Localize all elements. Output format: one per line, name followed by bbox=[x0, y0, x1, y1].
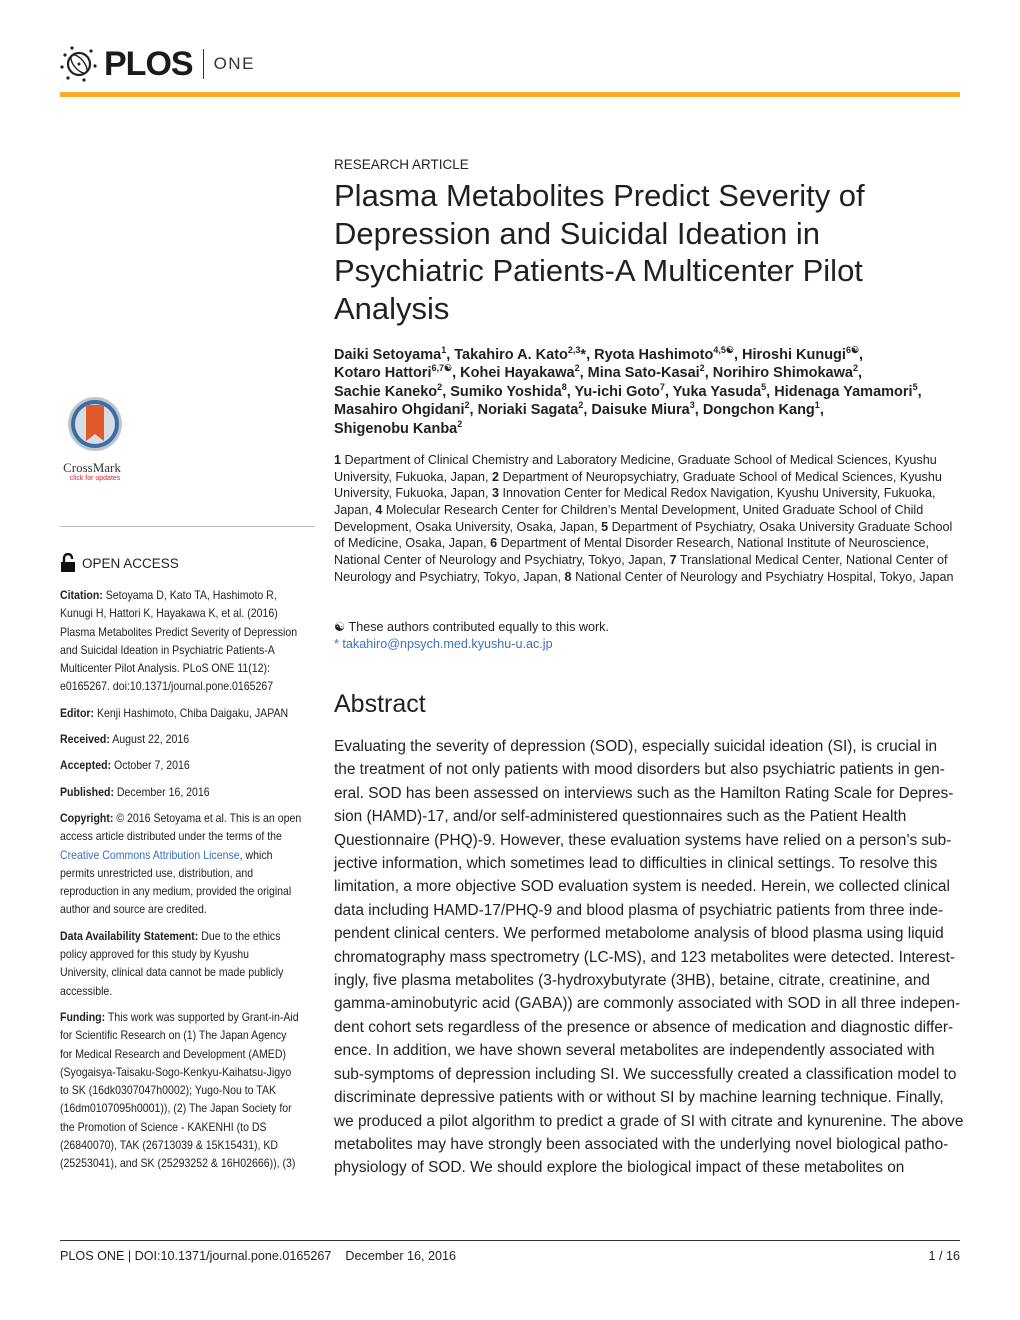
abstract-line: we produced a pilot algorithm to predict a grade of SI with citrate and kynurenine. The above bbox=[334, 1112, 964, 1130]
abstract-line: limitation, a more objective SOD evaluation system is needed. Herein, we collected clinical bbox=[334, 878, 950, 896]
author-name: Noriaki Sagata bbox=[477, 402, 579, 419]
header-accent-bar bbox=[60, 92, 960, 97]
abstract-line: pendent clinical centers. We performed metabolome analysis of blood plasma using liquid bbox=[334, 925, 944, 943]
equal-contribution-note: ☯ These authors contributed equally to this work. bbox=[334, 620, 609, 634]
info-line bbox=[60, 623, 315, 641]
info-label: Received: bbox=[60, 732, 110, 747]
info-text: (26840070), TAK (26713039 & 15K15431), KD bbox=[60, 1138, 279, 1153]
info-text: access article distributed under the terms of the bbox=[60, 829, 282, 844]
info-line bbox=[60, 586, 315, 604]
info-line bbox=[60, 945, 315, 963]
corresponding-mark: * bbox=[334, 636, 339, 651]
info-line bbox=[60, 827, 315, 845]
info-text: reproduction in any medium, provided the original bbox=[60, 884, 292, 899]
info-line bbox=[60, 927, 315, 945]
footer-date: December 16, 2016 bbox=[345, 1249, 457, 1263]
author-name: Ryota Hashimoto bbox=[594, 347, 714, 363]
info-text: (16dm0107095h0001)), (2) The Japan Society for bbox=[60, 1101, 292, 1116]
info-line bbox=[60, 677, 315, 695]
info-text: University, clinical data cannot be made publicly bbox=[60, 965, 284, 980]
abstract-line: the treatment of not only patients with mood disorders but also psychiatric patients in gen- bbox=[334, 761, 945, 779]
sidebar-divider bbox=[60, 526, 315, 527]
info-block bbox=[60, 586, 315, 696]
author-affiliation-number: 6☯ bbox=[845, 345, 860, 356]
affiliation-text: Department of Neuropsychiatry, Graduate School of Medical Sciences, Kyushu University, Fukuoka, Japan, bbox=[334, 469, 942, 501]
info-text: accessible. bbox=[60, 983, 113, 998]
author-name: Hiroshi Kunugi bbox=[742, 347, 846, 363]
author-name: Yu-ichi Goto bbox=[574, 383, 660, 400]
info-text: , which bbox=[239, 847, 273, 862]
info-text: and Suicidal Ideation in Psychiatric Patients-A bbox=[60, 642, 275, 657]
logo-subtext: ONE bbox=[213, 54, 255, 73]
info-line bbox=[60, 1118, 315, 1136]
info-text: e0165267. doi:10.1371/journal.pone.0165267 bbox=[60, 679, 274, 694]
author-name: Kohei Hayakawa bbox=[460, 365, 575, 382]
info-text: permits unrestricted use, distribution, and bbox=[60, 865, 254, 880]
info-text: Kunugi H, Hattori K, Hayakawa K, et al. (2016) bbox=[60, 606, 278, 621]
author-name: Daiki Setoyama bbox=[334, 347, 442, 363]
author-affiliation-number: 4,5☯ bbox=[713, 345, 734, 356]
info-line bbox=[60, 882, 315, 900]
title-line: Analysis bbox=[334, 290, 450, 326]
info-block bbox=[60, 704, 315, 722]
author-affiliation-number: 2 bbox=[699, 363, 705, 374]
info-text: Setoyama D, Kato TA, Hashimoto R, bbox=[105, 588, 277, 602]
info-block bbox=[60, 809, 315, 919]
affiliations bbox=[334, 452, 959, 585]
info-line bbox=[60, 900, 315, 918]
page-number: 1 / 16 bbox=[928, 1249, 960, 1263]
abstract-line: Questionnaire (PHQ)-9. However, these evaluation systems have relied on a person’s sub- bbox=[334, 831, 952, 849]
abstract-line: chromatography mass spectrometry (LC-MS), and 123 metabolites were detected. Interest- bbox=[334, 948, 956, 966]
affiliation-text: Molecular Research Center for Children’s Mental Development, United Graduate School of Child Development, Osaka University, Osaka, Japan, bbox=[334, 502, 924, 534]
info-text: for Medical Research and Development (AMED) bbox=[60, 1046, 286, 1061]
info-text: (Syogaisya-Taisaku-Sogo-Kenkyu-Kaihatsu-Jigyo bbox=[60, 1064, 292, 1079]
affiliation-text: National Center of Neurology and Psychiatry Hospital, Tokyo, Japan bbox=[575, 569, 954, 584]
abstract-line: physiology of SOD. We should explore the biological impact of these metabolites on bbox=[334, 1159, 905, 1177]
abstract-line: discriminate depressive patients with or without SI by machine learning technique. Finally, bbox=[334, 1089, 944, 1107]
crossmark-sublabel: click for updates bbox=[69, 475, 121, 482]
abstract-line: jective information, which sometimes lead to difficulties in clinical settings. To resolve this bbox=[334, 855, 938, 873]
open-lock-icon bbox=[60, 553, 76, 573]
title-line: Plasma Metabolites Predict Severity of bbox=[334, 178, 865, 213]
info-line bbox=[60, 659, 315, 677]
author-name: Masahiro Ohgidani bbox=[334, 402, 465, 419]
abstract-line: metabolites may have strongly been associated with the underlying novel biological patho- bbox=[334, 1135, 949, 1153]
footer-divider bbox=[60, 1240, 960, 1241]
title-line: Psychiatric Patients-A Multicenter Pilot bbox=[334, 253, 863, 288]
info-text: policy approved for this study by Kyushu bbox=[60, 947, 250, 962]
affiliation-number: 3 bbox=[491, 486, 499, 501]
info-line bbox=[60, 1099, 315, 1117]
author-affiliation-number: 2 bbox=[437, 381, 443, 392]
info-line bbox=[60, 730, 315, 748]
info-line bbox=[60, 1045, 315, 1063]
affiliation-number: 1 bbox=[334, 453, 342, 467]
info-block bbox=[60, 1008, 315, 1173]
author-name: Dongchon Kang bbox=[702, 402, 815, 419]
info-label: Published: bbox=[60, 784, 114, 799]
author-list: Daiki Setoyama$^1$, Takahiro A. Kato$^{2,3}$*, Ryota Hashimoto$^{4,5☯}$, Hiroshi Kunugi$^{6☯}$, Kotaro Hattori$^{6,7☯}$, Kohei Hayakawa$^2$, Mina Sato-Kasai$^2$, Norihiro Shimokawa$^2$, Sachie Kaneko$^2$, Sumiko Yoshida$^8$, Yu-ichi Goto$^7$, Yuka Yasuda$^5$, Hidenaga Yamamori$^5$, Masahiro Ohgidani$^2$, Noriaki Sagata$^2$, Daisuke Miura$^3$, Dongchon Kang$^1$, Shigenobu Kanba$^2$ bbox=[334, 345, 922, 437]
corresponding-author-mark: * bbox=[580, 347, 587, 363]
info-text: Multicenter Pilot Analysis. PLoS ONE 11(12): bbox=[60, 661, 270, 676]
abstract-body bbox=[334, 735, 963, 1180]
crossmark-label: CrossMark bbox=[63, 460, 121, 475]
affiliation-number: 8 bbox=[564, 569, 572, 584]
plos-globe-icon bbox=[60, 45, 98, 83]
plos-one-logo[interactable] bbox=[60, 44, 255, 84]
affiliation-number: 4 bbox=[375, 502, 383, 517]
author-affiliation-number: 2 bbox=[578, 400, 584, 411]
info-line bbox=[60, 1008, 315, 1026]
info-label: Accepted: bbox=[60, 758, 112, 773]
affiliation-number: 7 bbox=[669, 552, 677, 567]
page-footer bbox=[60, 1249, 960, 1263]
info-line bbox=[60, 704, 315, 722]
author-affiliation-number: 3 bbox=[689, 400, 695, 411]
logo-text: PLOS bbox=[104, 44, 193, 83]
abstract-line: dent cohort sets regardless of the presence or absence of medication and diagnostic differ- bbox=[334, 1018, 954, 1036]
corresponding-email-link[interactable]: takahiro@npsych.med.kyushu-u.ac.jp bbox=[342, 636, 553, 651]
author-name: Hidenaga Yamamori bbox=[774, 383, 913, 400]
affiliation-text: Department of Psychiatry, Osaka University Graduate School of Medicine, Osaka, Japan, bbox=[334, 519, 953, 551]
info-label: Editor: bbox=[60, 705, 95, 720]
open-access-badge bbox=[60, 553, 179, 573]
info-text: the Promotion of Science - KAKENHI (to DS bbox=[60, 1119, 267, 1134]
affiliation-number: 2 bbox=[491, 469, 499, 484]
author-affiliation-number: 5 bbox=[761, 381, 767, 392]
info-label: Citation: bbox=[60, 588, 103, 602]
info-label: Funding: bbox=[60, 1009, 106, 1024]
abstract-line: eral. SOD has been assessed on interviews such as the Hamilton Rating Scale for Depres- bbox=[334, 784, 954, 802]
info-text: author and source are credited. bbox=[60, 902, 207, 917]
info-block bbox=[60, 730, 315, 748]
affiliation-text: Translational Medical Center, National Center of Neurology and Psychiatry, Tokyo, Japan, bbox=[334, 552, 948, 584]
info-text: This work was supported by Grant-in-Aid bbox=[107, 1009, 299, 1024]
info-block bbox=[60, 783, 315, 801]
info-text: Due to the ethics bbox=[201, 928, 281, 943]
author-name: Takahiro A. Kato bbox=[454, 347, 568, 363]
author-affiliation-number: 6,7☯ bbox=[431, 363, 453, 374]
affiliation-number: 5 bbox=[601, 519, 609, 534]
info-text: to SK (16dk0307047h0002); Yugo-Nou to TAK bbox=[60, 1083, 277, 1098]
author-affiliation-number: 2,3 bbox=[567, 345, 581, 356]
info-line bbox=[60, 1026, 315, 1044]
footer-journal-doi: PLOS ONE | DOI:10.1371/journal.pone.0165267 bbox=[60, 1249, 332, 1263]
info-text: October 7, 2016 bbox=[113, 758, 190, 773]
abstract-line: Evaluating the severity of depression (SOD), especially suicidal ideation (SI), is crucial in bbox=[334, 738, 938, 755]
info-line bbox=[60, 783, 315, 801]
abstract-line: data including HAMD-17/PHQ-9 and blood plasma of psychiatric patients from three inde- bbox=[334, 901, 944, 919]
article-info-sidebar bbox=[60, 586, 315, 1181]
crossmark-badge[interactable] bbox=[62, 395, 128, 482]
author-affiliation-number: 2 bbox=[574, 363, 580, 374]
abstract-line: ingly, five plasma metabolites (3-hydroxybutyrate (3HB), betaine, citrate, creatinine, and bbox=[334, 972, 930, 990]
info-text: August 22, 2016 bbox=[112, 732, 190, 747]
info-label: Copyright: bbox=[60, 810, 114, 825]
affiliation-text: Department of Mental Disorder Research, National Institute of Neuroscience, National Center of Neurology and Psychiatry, Tokyo, Japan, bbox=[334, 536, 930, 567]
affiliation-text: Department of Clinical Chemistry and Laboratory Medicine, Graduate School of Medical Sciences, Kyushu University, Fukuoka, Japan, bbox=[334, 453, 937, 484]
info-line bbox=[60, 1136, 315, 1154]
article-title bbox=[334, 177, 974, 327]
affiliation-text: Innovation Center for Medical Redox Navigation, Kyushu University, Fukuoka, Japan, bbox=[334, 486, 936, 517]
info-line bbox=[60, 1154, 315, 1172]
article-type: RESEARCH ARTICLE bbox=[334, 157, 469, 172]
author-affiliation-number: 1 bbox=[441, 345, 447, 356]
info-text: December 16, 2016 bbox=[116, 784, 210, 799]
author-affiliation-number: 1 bbox=[814, 400, 820, 411]
info-text: Plasma Metabolites Predict Severity of Depression bbox=[60, 624, 298, 639]
info-line bbox=[60, 963, 315, 981]
author-affiliation-number: 7 bbox=[659, 381, 665, 392]
author-name: Norihiro Shimokawa bbox=[712, 365, 853, 382]
author-name: Sachie Kaneko bbox=[334, 383, 438, 400]
info-line bbox=[60, 864, 315, 882]
info-line bbox=[60, 809, 315, 827]
info-text: (25253041), and SK (25293252 & 16H02666)), (3) bbox=[60, 1156, 296, 1171]
author-affiliation-number: 5 bbox=[912, 381, 918, 392]
author-affiliation-number: 2 bbox=[852, 363, 858, 374]
info-line bbox=[60, 756, 315, 774]
abstract-line: sub-symptoms of depression including SI. We successfully created a classification model to bbox=[334, 1065, 957, 1083]
author-affiliation-number: 2 bbox=[464, 400, 470, 411]
abstract-heading: Abstract bbox=[334, 690, 426, 718]
info-block bbox=[60, 927, 315, 1000]
author-affiliation-number: 2 bbox=[457, 418, 463, 429]
open-access-label: OPEN ACCESS bbox=[82, 555, 179, 571]
info-line bbox=[60, 846, 315, 864]
info-line bbox=[60, 604, 315, 622]
info-line bbox=[60, 1063, 315, 1081]
info-line bbox=[60, 1081, 315, 1099]
info-line bbox=[60, 641, 315, 659]
info-text: Kenji Hashimoto, Chiba Daigaku, JAPAN bbox=[96, 705, 289, 720]
info-label: Data Availability Statement: bbox=[60, 928, 199, 943]
abstract-line: gamma-aminobutyric acid (GABA)) are commonly associated with SOD in all three indepen- bbox=[334, 995, 961, 1013]
crossmark-icon bbox=[66, 395, 124, 453]
abstract-line: sion (HAMD)-17, and/or self-administered questionnaires such as the Patient Health bbox=[334, 808, 907, 826]
author-notes bbox=[334, 619, 609, 652]
author-name: Mina Sato-Kasai bbox=[587, 365, 700, 382]
info-line bbox=[60, 982, 315, 1000]
license-link[interactable]: Creative Commons Attribution License bbox=[60, 847, 240, 862]
author-name: Yuka Yasuda bbox=[672, 383, 762, 400]
info-text: © 2016 Setoyama et al. This is an open bbox=[116, 810, 302, 825]
author-name: Shigenobu Kanba bbox=[334, 420, 458, 437]
author-name: Sumiko Yoshida bbox=[450, 383, 562, 400]
logo-divider bbox=[203, 49, 204, 79]
author-affiliation-number: 8 bbox=[561, 381, 567, 392]
author-name: Kotaro Hattori bbox=[334, 365, 432, 382]
info-block bbox=[60, 756, 315, 774]
abstract-line: ence. In addition, we have shown several metabolites are independently associated with bbox=[334, 1042, 935, 1060]
author-name: Daisuke Miura bbox=[591, 402, 690, 419]
affiliation-number: 6 bbox=[490, 536, 498, 551]
title-line: Depression and Suicidal Ideation in bbox=[334, 215, 820, 251]
info-text: for Scientific Research on (1) The Japan Agency bbox=[60, 1028, 287, 1043]
